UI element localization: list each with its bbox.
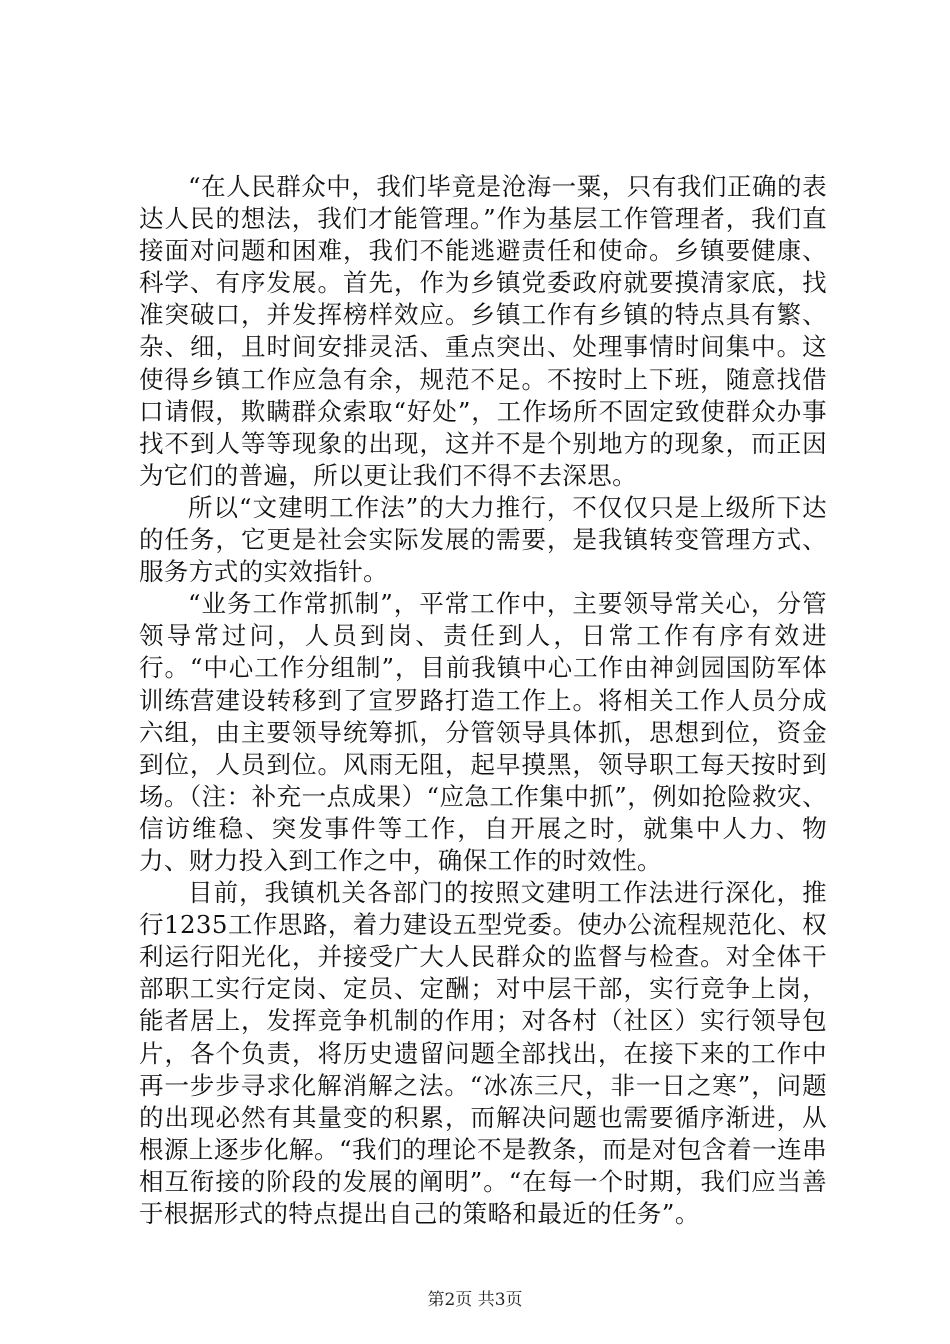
paragraph-2: 所以“文建明工作法”的大力推行，不仅仅只是上级所下达的任务，它更是社会实际发展的需要，是我镇转变管理方式、服务方式的实效指针。	[139, 492, 827, 587]
page-number-footer: 第2页 共3页	[427, 1290, 523, 1310]
paragraph-4: 目前，我镇机关各部门的按照文建明工作法进行深化，推行1235工作思路，着力建设五型党委。使办公流程规范化、权利运行阳光化，并接受广大人民群众的监督与检查。对全体干部职工实行定岗、定员、定酬；对中层干部，实行竞争上岗，能者居上，发挥竞争机制的作用；对各村（社区）实行领导包片，各个负责，将历史遗留问题全部找出，在接下来的工作中再一步步寻求化解消解之法。“冰冻三尺，非一日之寒”，问题的出现必然有其量变的积累，而解决问题也需要循序渐进，从根源上逐步化解。“我们的理论不是教条，而是对包含着一连串相互衔接的阶段的发展的阐明”。“在每一个时期，我们应当善于根据形式的特点提出自己的策略和最近的任务”。	[139, 878, 827, 1228]
paragraph-3: “业务工作常抓制”，平常工作中，主要领导常关心，分管领导常过问，人员到岗、责任到人，日常工作有序有效进行。“中心工作分组制”，目前我镇中心工作由神剑园国防军体训练营建设转移到了宣罗路打造工作上。将相关工作人员分成六组，由主要领导统筹抓，分管领导具体抓，思想到位，资金到位，人员到位。风雨无阻，起早摸黑，领导职工每天按时到场。（注：补充一点成果）“应急工作集中抓”，例如抢险救灾、信访维稳、突发事件等工作，自开展之时，就集中人力、物力、财力投入到工作之中，确保工作的时效性。	[139, 589, 827, 875]
paragraph-1: “在人民群众中，我们毕竟是沧海一粟，只有我们正确的表达人民的想法，我们才能管理。”作为基层工作管理者，我们直接面对问题和困难，我们不能逃避责任和使命。乡镇要健康、科学、有序发展。首先，作为乡镇党委政府就要摸清家底，找准突破口，并发挥榜样效应。乡镇工作有乡镇的特点具有繁、杂、细，且时间安排灵活、重点突出、处理事情时间集中。这使得乡镇工作应急有余，规范不足。不按时上下班，随意找借口请假，欺瞒群众索取“好处”，工作场所不固定致使群众办事找不到人等等现象的出现，这并不是个别地方的现象，而正因为它们的普遍，所以更让我们不得不去深思。	[139, 172, 827, 490]
document-body	[139, 171, 827, 1230]
